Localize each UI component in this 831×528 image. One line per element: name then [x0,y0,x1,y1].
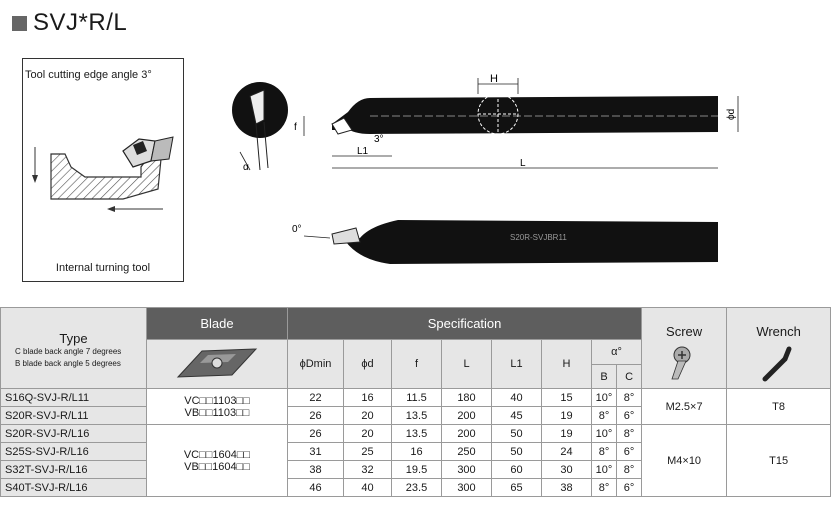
cell-type: S40T-SVJ-R/L16 [1,479,147,497]
bar-engraving: S20R-SVJBR11 [510,233,567,242]
cell-L: 200 [442,407,492,425]
cell-B: 10° [592,461,617,479]
cell-L: 300 [442,479,492,497]
cell-C: 8° [617,461,642,479]
cell-wrench-1: T8 [727,389,831,425]
dim-f-label: f [294,122,297,133]
header-f: f [392,340,442,389]
cell-B: 8° [592,479,617,497]
tool-bar-top [332,94,718,134]
cell-d: 32 [344,461,392,479]
cell-B: 8° [592,443,617,461]
angle-3deg-label: 3° [374,134,384,145]
cell-d: 40 [344,479,392,497]
cell-L1: 65 [492,479,542,497]
cell-C: 6° [617,443,642,461]
inset-diagram-box [22,58,184,282]
dim-L-label: L [520,158,526,169]
header-alpha: α° [592,340,642,365]
inset-caption-top: Tool cutting edge angle 3° [25,69,152,81]
cell-L1: 40 [492,389,542,407]
cell-d: 20 [344,425,392,443]
cell-L: 250 [442,443,492,461]
dim-phid-label: ϕd [726,108,737,120]
cell-dmin: 46 [288,479,344,497]
cell-dmin: 38 [288,461,344,479]
blade-insert-image-cell [147,340,288,389]
page-title: SVJ*R/L [33,9,128,36]
end-view [232,82,288,170]
cell-blade-group-2 [147,425,288,497]
header-H: H [542,340,592,389]
cell-f: 13.5 [392,407,442,425]
title-square-icon [12,16,27,31]
tool-drawing [220,60,760,300]
cell-type: S16Q-SVJ-R/L11 [1,389,147,407]
cell-B: 10° [592,389,617,407]
cell-H: 30 [542,461,592,479]
blade-1-line-2: VB□□1103□□ [184,406,250,419]
cell-screw-1: M2.5×7 [642,389,727,425]
blade-insert-icon [172,343,262,383]
cell-C: 8° [617,389,642,407]
cell-H: 19 [542,425,592,443]
cell-blade-group-1 [147,389,288,425]
cell-d: 20 [344,407,392,425]
cell-f: 23.5 [392,479,442,497]
cell-d: 16 [344,389,392,407]
wrench-icon [759,345,799,385]
cell-L1: 50 [492,425,542,443]
blade-1-line-1: VC□□1103□□ [184,394,250,407]
cell-H: 19 [542,407,592,425]
cell-type: S32T-SVJ-R/L16 [1,461,147,479]
screw-icon [664,345,704,385]
header-dmin: ϕDmin [288,340,344,389]
table-row [1,425,831,443]
cell-screw-2: M4×10 [642,425,727,497]
cell-type: S20R-SVJ-R/L16 [1,425,147,443]
angle-0deg-label: 0° [292,224,302,235]
header-screw-cell [642,308,727,389]
cell-L: 300 [442,461,492,479]
table-row [1,389,831,407]
type-note-1: C blade back angle 7 degrees [15,346,122,356]
alpha-label: α [243,162,249,173]
internal-turning-illustration [23,89,183,259]
header-L: L [442,340,492,389]
header-C: C [617,365,642,389]
inset-caption-bottom: Internal turning tool [55,262,151,274]
header-type: Type [59,330,88,346]
cell-dmin: 31 [288,443,344,461]
header-phid: ϕd [344,340,392,389]
cell-wrench-2: T15 [727,425,831,497]
cell-C: 8° [617,425,642,443]
cell-L1: 50 [492,443,542,461]
tool-bar-side [332,220,718,264]
type-note-2: B blade back angle 5 degrees [15,358,121,368]
cell-H: 24 [542,443,592,461]
dim-H-label: H [490,73,498,85]
cell-C: 6° [617,479,642,497]
cell-dmin: 26 [288,407,344,425]
header-wrench-cell [727,308,831,389]
cell-C: 6° [617,407,642,425]
cell-dmin: 22 [288,389,344,407]
cell-f: 13.5 [392,425,442,443]
blade-2-line-1: VC□□1604□□ [183,448,251,461]
cell-B: 8° [592,407,617,425]
blade-2-line-2: VB□□1604□□ [184,460,250,473]
header-specification: Specification [288,308,642,340]
header-blade: Blade [147,308,288,340]
cell-type: S25S-SVJ-R/L16 [1,443,147,461]
cell-H: 38 [542,479,592,497]
cell-f: 16 [392,443,442,461]
header-type-cell [1,308,147,389]
header-wrench: Wrench [756,324,801,339]
cell-B: 10° [592,425,617,443]
cell-d: 25 [344,443,392,461]
cell-L1: 45 [492,407,542,425]
cell-L1: 60 [492,461,542,479]
cell-L: 180 [442,389,492,407]
title-block [12,8,127,38]
cell-dmin: 26 [288,425,344,443]
cell-f: 19.5 [392,461,442,479]
dim-L1-label: L1 [357,146,369,157]
cell-f: 11.5 [392,389,442,407]
header-B: B [592,365,617,389]
header-L1: L1 [492,340,542,389]
header-screw: Screw [666,324,703,339]
spec-table [0,307,831,497]
cell-L: 200 [442,425,492,443]
cell-H: 15 [542,389,592,407]
cell-type: S20R-SVJ-R/L11 [1,407,147,425]
